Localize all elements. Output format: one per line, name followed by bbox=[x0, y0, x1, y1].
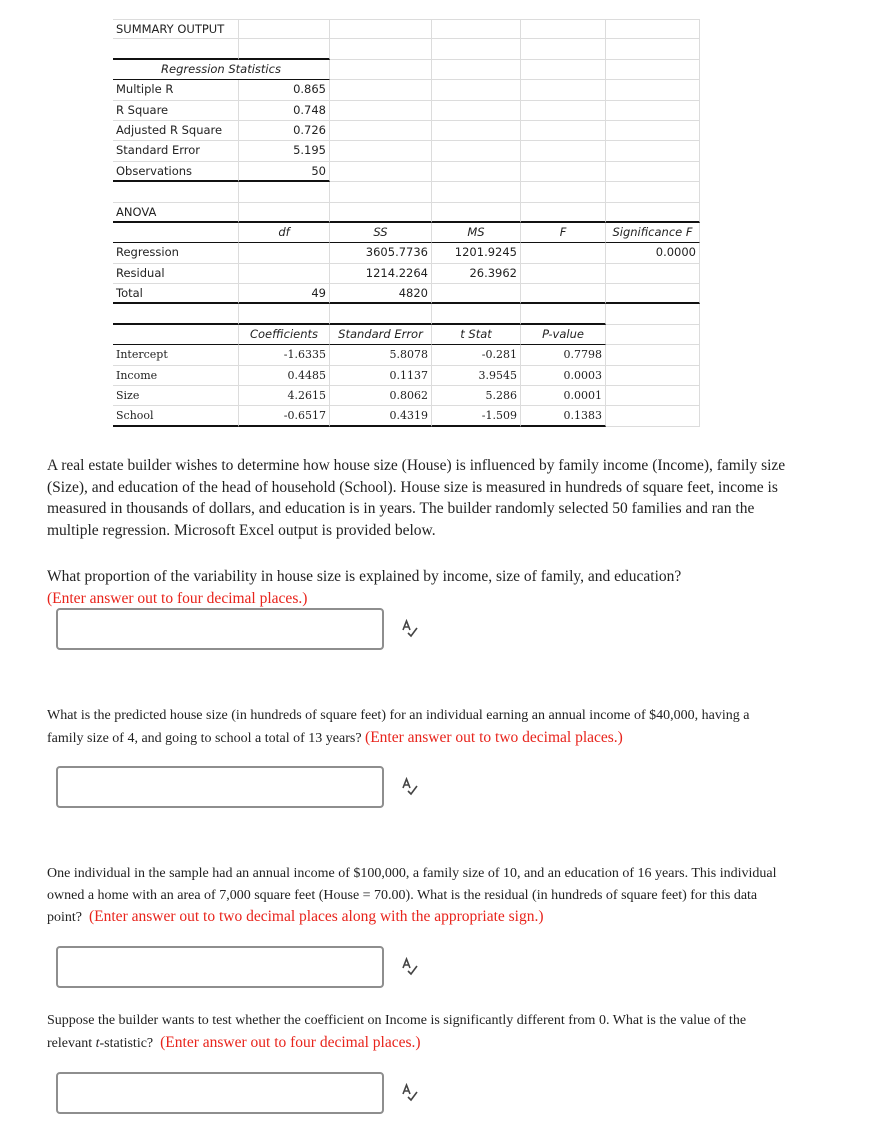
spellcheck-icon[interactable] bbox=[400, 619, 420, 639]
question-2-text: What is the predicted house size (in hundreds of square feet) for an individual earning an annual income of $40,000, having a family size of 4, and going to school a total of 13 years? bbox=[47, 708, 750, 746]
question-3-text: One individual in the sample had an annual income of $100,000, a family size of 10, and an education of 16 years. This individual owned a home with an area of 7,000 square feet (House = 70.00). What is the residual (in hundreds of square feet) for this data point? bbox=[47, 866, 777, 926]
stat-row-r-square bbox=[113, 101, 700, 121]
stat-value: 0.726 bbox=[239, 121, 330, 141]
question-4-t-italic: t bbox=[95, 1035, 100, 1051]
coef-header-t-stat: t Stat bbox=[432, 325, 521, 345]
stat-value: 0.748 bbox=[239, 101, 330, 121]
question-1-text: What proportion of the variability in house size is explained by income, size of family, and education? bbox=[47, 568, 682, 585]
coef-header-p-value: P-value bbox=[521, 325, 606, 345]
question-1-hint: (Enter answer out to four decimal places.) bbox=[47, 589, 308, 607]
anova-row-regression: Regression 3605.7736 1201.9245 0.0000 bbox=[113, 243, 700, 263]
spellcheck-icon[interactable] bbox=[400, 777, 420, 797]
coef-row-size: Size 4.2615 0.8062 5.286 0.0001 bbox=[113, 386, 700, 406]
coef-row-label: School bbox=[113, 406, 239, 426]
stat-label: Multiple R bbox=[113, 80, 239, 100]
summary-output-title: SUMMARY OUTPUT bbox=[113, 19, 239, 39]
stat-value: 0.865 bbox=[239, 80, 330, 100]
anova-title: ANOVA bbox=[113, 203, 239, 223]
anova-header-significance-f: Significance F bbox=[606, 223, 700, 243]
spellcheck-icon[interactable] bbox=[400, 1083, 420, 1103]
stat-label: Standard Error bbox=[113, 141, 239, 161]
regression-statistics-header-row bbox=[113, 60, 700, 80]
anova-header-f: F bbox=[521, 223, 606, 243]
anova-header-ms: MS bbox=[432, 223, 521, 243]
stat-label: Observations bbox=[113, 162, 239, 182]
stat-row-multiple-r bbox=[113, 80, 700, 100]
stat-value: 50 bbox=[239, 162, 330, 182]
stat-label: Adjusted R Square bbox=[113, 121, 239, 141]
problem-intro bbox=[47, 455, 787, 541]
answer-row-2 bbox=[56, 766, 420, 808]
coef-row-label: Size bbox=[113, 386, 239, 406]
question-4 bbox=[47, 1010, 787, 1054]
anova-header-df: df bbox=[239, 223, 330, 243]
answer-input-3[interactable] bbox=[56, 946, 384, 988]
anova-row-residual: Residual 1214.2264 26.3962 bbox=[113, 264, 700, 284]
anova-header-row bbox=[113, 223, 700, 243]
coef-row-label: Income bbox=[113, 366, 239, 386]
answer-input-4[interactable] bbox=[56, 1072, 384, 1114]
stat-row-standard-error bbox=[113, 141, 700, 161]
anova-title-row bbox=[113, 203, 700, 223]
anova-row-label: Regression bbox=[113, 243, 239, 263]
stat-row-observations bbox=[113, 162, 700, 182]
summary-title-row bbox=[113, 19, 700, 39]
anova-row-label: Total bbox=[113, 284, 239, 304]
coef-row-label: Intercept bbox=[113, 345, 239, 365]
question-4-hint: (Enter answer out to four decimal places.) bbox=[160, 1033, 421, 1051]
anova-header-ss: SS bbox=[330, 223, 432, 243]
answer-row-3 bbox=[56, 946, 420, 988]
stat-value: 5.195 bbox=[239, 141, 330, 161]
answer-row-4 bbox=[56, 1072, 420, 1114]
coefficients-header-row bbox=[113, 325, 700, 345]
regression-statistics-header: Regression Statistics bbox=[113, 60, 330, 80]
answer-input-1[interactable] bbox=[56, 608, 384, 650]
coef-row-income: Income 0.4485 0.1137 3.9545 0.0003 bbox=[113, 366, 700, 386]
question-1 bbox=[47, 566, 787, 609]
stat-row-adjusted-r-square bbox=[113, 121, 700, 141]
coef-row-intercept: Intercept -1.6335 5.8078 -0.281 0.7798 bbox=[113, 345, 700, 365]
answer-row-1 bbox=[56, 608, 420, 650]
question-4-text-before: Suppose the builder wants to test whether the coefficient on Income is significantly different from 0. What is the value of the relevant bbox=[47, 1013, 747, 1051]
spellcheck-icon[interactable] bbox=[400, 957, 420, 977]
question-4-text-after: -statistic? bbox=[99, 1035, 154, 1051]
answer-input-2[interactable] bbox=[56, 766, 384, 808]
stat-label: R Square bbox=[113, 101, 239, 121]
question-3-hint: (Enter answer out to two decimal places along with the appropriate sign.) bbox=[89, 908, 544, 926]
coef-header-standard-error: Standard Error bbox=[330, 325, 432, 345]
anova-row-total: Total 49 4820 bbox=[113, 284, 700, 304]
question-2 bbox=[47, 705, 787, 749]
anova-row-label: Residual bbox=[113, 264, 239, 284]
intro-text: A real estate builder wishes to determine how house size (House) is influenced by family income (Income), family size (Size), and education of the head of household (School). House size is measured in hundreds of square feet, income is measured in thousands of dollars, and education is in years. The builder randomly selected 50 families and ran the multiple regression. Microsoft Excel output is provided below. bbox=[47, 457, 786, 539]
coef-row-school: School -0.6517 0.4319 -1.509 0.1383 bbox=[113, 406, 700, 426]
question-3 bbox=[47, 863, 787, 929]
excel-regression-output bbox=[113, 19, 700, 427]
question-2-hint: (Enter answer out to two decimal places.) bbox=[365, 728, 623, 746]
coef-header-coefficients: Coefficients bbox=[239, 325, 330, 345]
